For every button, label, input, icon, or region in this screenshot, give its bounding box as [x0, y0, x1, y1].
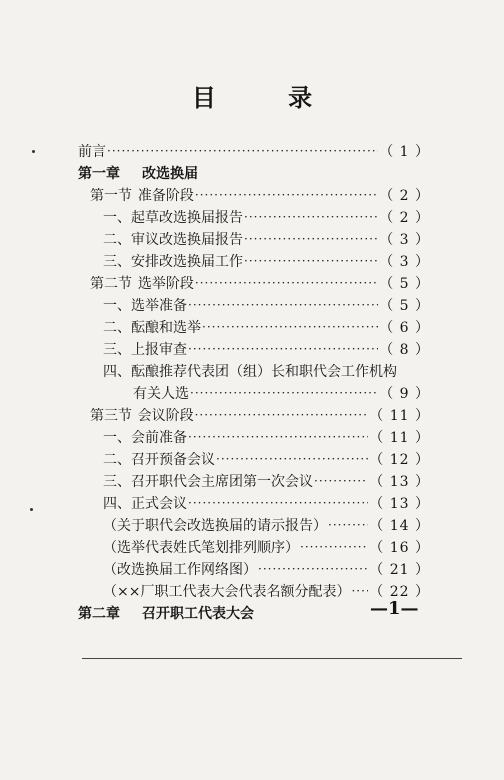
toc-entry-label: 三、安排改选换届工作 [103, 254, 243, 270]
section-number: 第一节 [90, 188, 132, 204]
toc-entry-page: （ 3 ） [379, 254, 430, 270]
toc-entry-page: （ 16 ） [369, 540, 430, 556]
toc-entry[interactable] [103, 426, 430, 448]
toc-entry-page: （ 13 ） [369, 496, 430, 512]
toc-entry[interactable] [103, 206, 430, 228]
bottom-rule [82, 658, 462, 659]
chapter-title: 召开职工代表大会 [142, 606, 254, 622]
toc-entry[interactable] [103, 316, 430, 338]
section-title: 选举阶段 [137, 276, 194, 292]
toc-entry-label: （关于职代会改选换届的请示报告） [103, 518, 327, 534]
toc-entry-page: （ 6 ） [379, 320, 430, 336]
toc-entry-page: （ 2 ） [379, 210, 430, 226]
toc-section-3[interactable] [90, 404, 430, 426]
leader-dots [190, 382, 378, 404]
leader-dots [244, 228, 378, 250]
toc-entry[interactable] [103, 250, 430, 272]
toc-entry-label: 一、起草改选换届报告 [103, 210, 243, 226]
toc-entry-appendix[interactable] [103, 514, 430, 536]
toc-entry-page: （ 11 ） [369, 430, 430, 446]
toc-entry[interactable] [103, 360, 397, 382]
chapter-number: 第一章 [78, 166, 120, 182]
leader-dots [195, 184, 378, 206]
toc-entry-label: 一、选举准备 [103, 298, 187, 314]
leader-dots [328, 514, 368, 536]
toc-entry-page: （ 5 ） [379, 298, 430, 314]
toc-entry-label: 二、召开预备会议 [103, 452, 215, 468]
leader-dots [188, 294, 378, 316]
chapter-title: 改选换届 [142, 166, 198, 182]
toc-entry[interactable] [103, 338, 430, 360]
leader-dots [244, 206, 378, 228]
leader-dots [195, 272, 378, 294]
toc-chapter-1[interactable] [78, 162, 198, 184]
toc-entry-label: 有关人选 [133, 386, 189, 402]
toc-chapter-2[interactable] [78, 602, 254, 624]
leader-dots [188, 338, 378, 360]
toc-entry[interactable] [103, 448, 430, 470]
toc-entry-page: （ 9 ） [379, 386, 430, 402]
toc-entry-label: （××厂职工代表大会代表名额分配表） [103, 584, 351, 600]
toc-entry-continuation[interactable] [133, 382, 430, 404]
toc-entry-label: 二、审议改选换届报告 [103, 232, 243, 248]
page-number: —1— [370, 598, 419, 619]
toc-entry-label: 二、酝酿和选举 [103, 320, 201, 336]
leader-dots [314, 470, 368, 492]
toc-entry-page: （ 8 ） [379, 342, 430, 358]
section-number: 第三节 [90, 408, 132, 424]
toc-entry[interactable] [103, 492, 430, 514]
toc-section-1[interactable] [90, 184, 430, 206]
leader-dots [300, 536, 368, 558]
toc-entry-page: （ 12 ） [369, 452, 430, 468]
leader-dots [351, 580, 368, 602]
toc-entry-appendix[interactable] [103, 536, 430, 558]
scan-speck [30, 508, 33, 511]
toc-entry-label: （选举代表姓氏笔划排列顺序） [103, 540, 299, 556]
chapter-number: 第二章 [78, 606, 120, 622]
leader-dots [258, 558, 368, 580]
toc-entry-label: 四、酝酿推荐代表团（组）长和职代会工作机构 [103, 364, 397, 380]
toc-entry-page: （ 22 ） [369, 584, 430, 600]
leader-dots [216, 448, 368, 470]
leader-dots [202, 316, 378, 338]
toc-entry-label: 前言 [78, 144, 106, 160]
leader-dots [244, 250, 378, 272]
toc-entry-page: （ 2 ） [379, 188, 430, 204]
section-title: 会议阶段 [137, 408, 194, 424]
toc-entry-page: （ 5 ） [379, 276, 430, 292]
section-number: 第二节 [90, 276, 132, 292]
toc-entry[interactable] [103, 228, 430, 250]
toc-entry-label: 四、正式会议 [103, 496, 187, 512]
scan-speck [32, 150, 35, 153]
toc-entry-page: （ 21 ） [369, 562, 430, 578]
toc-entry-page: （ 11 ） [369, 408, 430, 424]
toc-entry[interactable] [103, 470, 430, 492]
toc-entry-label: 一、会前准备 [103, 430, 187, 446]
toc-section-2[interactable] [90, 272, 430, 294]
leader-dots [188, 426, 368, 448]
toc-entry-preface[interactable] [78, 140, 430, 162]
page-title: 目 录 [191, 83, 345, 112]
leader-dots [188, 492, 368, 514]
leader-dots [195, 404, 369, 426]
toc-entry-label: 三、召开职代会主席团第一次会议 [103, 474, 313, 490]
toc-entry-page: （ 1 ） [379, 144, 430, 160]
section-title: 准备阶段 [137, 188, 194, 204]
toc-entry-label: （改选换届工作网络图） [103, 562, 257, 578]
toc-entry-page: （ 14 ） [369, 518, 430, 534]
toc-entry-appendix[interactable] [103, 558, 430, 580]
toc-entry-label: 三、上报审查 [103, 342, 187, 358]
toc-entry-page: （ 13 ） [369, 474, 430, 490]
leader-dots [107, 140, 378, 162]
toc-entry-page: （ 3 ） [379, 232, 430, 248]
toc-entry[interactable] [103, 294, 430, 316]
